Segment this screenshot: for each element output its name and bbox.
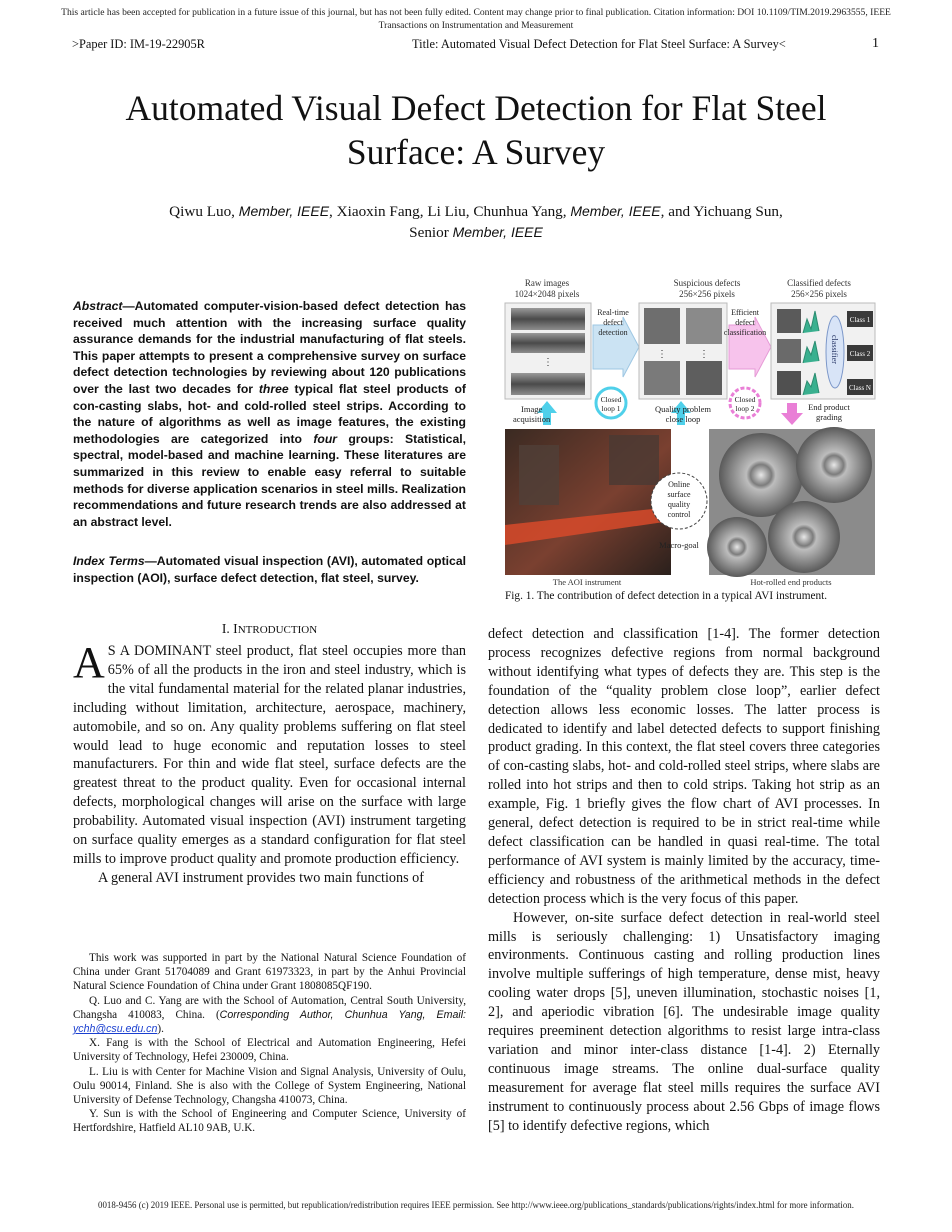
realtime-label-2: defect (603, 318, 623, 327)
steel-coil-shape (796, 427, 872, 503)
abstract (73, 298, 466, 530)
section-number: I. (221, 621, 234, 636)
raw-image-n (511, 373, 585, 395)
author-list (60, 201, 892, 243)
steel-coil-shape (768, 501, 840, 573)
image-acquisition-label-2: acquisition (513, 414, 551, 424)
image-acquisition-label-1: Image (521, 404, 543, 414)
footnote-text: ). (157, 1023, 164, 1036)
classifier-label: classifier (830, 335, 839, 364)
end-product-label-2: grading (816, 412, 842, 422)
raw-image-2 (511, 333, 585, 353)
abstract-emphasis: four (313, 431, 338, 446)
page-number: 1 (872, 36, 879, 51)
footnote-funding: This work was supported in part by the National Natural Science Foundation of China under Grant 51704089 and Grant 61973323, in part by the Anhui Provincial Natural Science Foundation of China under Grant 1808085QF190. (73, 952, 466, 993)
drop-cap: A (73, 638, 105, 687)
efficient-label-2: defect (735, 318, 755, 327)
machine-shape (609, 435, 659, 485)
hot-rolled-products-label: Hot-rolled end products (750, 577, 832, 587)
notice-line-2: Transactions on Instrumentation and Measurement (378, 20, 574, 31)
ellipsis-icon: ⋮ (699, 349, 709, 360)
running-title: Title: Automated Visual Defect Detection for Flat Steel Surface: A Survey< (412, 37, 786, 51)
raw-images-label: Raw images (524, 278, 570, 288)
membership: Member, IEEE (452, 224, 543, 240)
class-patch (777, 371, 801, 395)
author-text: , and Yichuang Sun, (660, 203, 783, 220)
class-2-label: Class 2 (849, 350, 871, 358)
index-terms-label: Index Terms (73, 554, 145, 568)
figure-1-graphic (499, 275, 879, 587)
index-terms (73, 553, 466, 586)
intro-column-2 (488, 625, 880, 1135)
footnote-affiliation: Y. Sun is with the School of Engineering and Computer Science, University of Hertfordshire, Hatfield AL10 9AB, U.K. (73, 1108, 466, 1135)
membership: Member, IEEE (570, 203, 661, 219)
footnotes (73, 951, 466, 1136)
defect-patch (644, 361, 680, 395)
defect-patch (644, 308, 680, 344)
paper-id: >Paper ID: IM-19-22905R (72, 37, 205, 51)
col2-paragraph-1: defect detection and classification [1-4]. The former detection process recognizes defective regions from normal background without identifying what types of defects they are. This step is the foundation of the “quality problem close loop”, earlier defect detection allows less economic losses. The latter process is dedicated to identify and label detected defects to support finishing product grading. In this context, the flat steel covers three categories of con-casting slabs, hot- and cold-rolled steel strips, where slabs are rolled into hot strips and then to cold strips. Taking hot strip as an example, Fig. 1 briefly gives the flow chart of AVI processes. In general, defect detection is required to be in strict real-time while defect classification can be handled in quasi real-time. The total performance of AVI system is mainly limited by the accuracy, time-efficiency and robustness of the arithmetical methods in the defect detection process which is the very focus of this paper. (488, 626, 880, 907)
suspicious-defects-size: 256×256 pixels (679, 289, 735, 299)
figure-caption: Fig. 1. The contribution of defect detection in a typical AVI instrument. (505, 590, 828, 602)
class-n-label: Class N (849, 384, 871, 392)
quality-problem-label-1: Quality problem (655, 404, 711, 414)
realtime-label-3: detection (598, 328, 628, 337)
publication-notice (0, 6, 952, 32)
osqc-label-4: control (667, 510, 691, 519)
closed-loop-1-label-1: Closed (600, 395, 622, 404)
paper-title (60, 86, 892, 174)
title-line-1: Automated Visual Defect Detection for Flat Steel (125, 88, 827, 128)
figure-1 (499, 275, 879, 587)
closed-loop-2-label-2: loop 2 (735, 404, 755, 413)
class-patch (777, 339, 801, 363)
footnote-affiliation: X. Fang is with the School of Electrical and Automation Engineering, Hefei University of Technology, Hefei 230009, China. (73, 1037, 466, 1064)
defect-patch (686, 308, 722, 344)
class-patch (777, 309, 801, 333)
copyright-footer: 0018-9456 (c) 2019 IEEE. Personal use is permitted, but republication/redistribution requires IEEE permission. See http://www.ieee.org/publications_standards/publications/rights/index.html for more information. (98, 1200, 854, 1210)
col2-paragraph-2: However, on-site surface defect detection in real-world steel mills is seriously challenging: 1) Unsatisfactory imaging environments. Continuous casting and rolling production lines involve multiple sufferings of high temperature, dense mist, heavy cooling water drops [5], uneven illumination, stochastic noises [1, 2], and aperiodic vibration [6]. The undesirable image quality requires preeminent detection algorithms to resist large intra-class variation and minor inter-class distance [1-4]. 2) Eternally continuous image streams. The online dual-surface quality measurement for average flat steel mills requires the surface AVI instrument to continuously process about 2.56 Gbps of image flows [5] to identify defective regions, which (488, 909, 880, 1134)
machine-shape (519, 445, 559, 505)
ellipsis-icon: ⋮ (657, 349, 667, 360)
abstract-emphasis: three (258, 381, 289, 396)
class-1-label: Class 1 (849, 316, 871, 324)
membership: Member, IEEE (238, 203, 330, 219)
section-title-first: I (233, 621, 238, 636)
end-product-arrow-icon (781, 403, 803, 425)
abstract-text: typical flat steel products of con-casting slabs, hot- and cold-rolled steel strips. According to the nature of algorithms as well as image features, the existing methodologies are categorized into (73, 381, 466, 446)
footnote-corresponding: Corresponding Author, Chunhua Yang, Email: (219, 1008, 466, 1021)
ellipsis-icon: ⋮ (543, 357, 553, 368)
intro-paragraph-1 (73, 638, 466, 869)
aoi-instrument-label: The AOI instrument (552, 577, 622, 587)
efficient-label-1: Efficient (731, 308, 759, 317)
raw-images-size: 1024×2048 pixels (514, 289, 580, 299)
intro-column-1 (73, 638, 466, 888)
osqc-label-2: surface (667, 490, 691, 499)
macro-goal-label: Macro-goal (659, 540, 699, 550)
end-product-label-1: End product (808, 402, 850, 412)
footnote-text: Q. Luo and C. Yang are with the School of Automation, Central South University, Changsha 410083, China. ( (73, 994, 466, 1021)
osqc-label-1: Online (668, 480, 690, 489)
osqc-label-3: quality (667, 500, 691, 509)
section-heading (73, 621, 466, 637)
section-title-rest: NTRODUCTION (237, 624, 318, 636)
suspicious-defects-label: Suspicious defects (673, 278, 741, 288)
index-terms-text: Automated visual inspection (AVI), automated optical inspection (AOI), surface defect detection, flat steel, survey. (73, 554, 466, 585)
steel-coil-shape (707, 517, 767, 577)
realtime-label-1: Real-time (597, 308, 629, 317)
intro-paragraph-2: A general AVI instrument provides two main functions of (98, 869, 424, 886)
abstract-label: Abstract (73, 299, 123, 313)
notice-line-1: This article has been accepted for publication in a future issue of this journal, but has not been fully edited. Content may change prior to final publication. Citation information: DOI 10.1109/TIM.2019.2963555, IEEE (61, 7, 891, 18)
abstract-text: groups: Statistical, spectral, model-based and machine learning. These literatures are summarized in this review to enable easy referral to suitable methods for diverse application scenarios in steel mills. Realization recommendations and future research trends are also addressed at an abstract level. (73, 431, 466, 529)
intro-text: S A DOMINANT steel product, flat steel occupies more than 65% of all the products in the iron and steel industry, which is the vital fundamental material for the related planar industries, including without limitation, architecture, aerospace, machinery, automobile, and so on. Any quality problems suffering on flat steel would lead to huge economic and reputation losses to steel manufacturers. For thin and wide flat steel, surface defects are the greatest threat to the product quality. Even for occasional internal defects, morphological changes will arise on the surface with large probability. Automated visual inspection (AVI) instrument targeting on surface quality emerges as a standard configuration for flat steel mills to improve product quality and promote production efficiency. (73, 643, 466, 867)
email-link[interactable]: ychh@csu.edu.cn (73, 1023, 158, 1036)
author-text: , Xiaoxin Fang, Li Liu, Chunhua Yang, (329, 203, 571, 220)
author-text: Qiwu Luo, (169, 203, 239, 220)
author-text: Senior (409, 224, 453, 241)
footnote-affiliation (73, 994, 466, 1037)
index-terms-dash: — (144, 554, 157, 568)
abstract-text: Automated computer-vision-based defect detection has received much attention with the increasing surface quality assurance demands for the industrial manufacturing of flat steels. This paper attempts to present a comprehensive survey on surface defect detection technologies by reviewing about 120 publications over the last two decades for (73, 299, 466, 396)
raw-image-1 (511, 308, 585, 330)
classified-defects-size: 256×256 pixels (791, 289, 847, 299)
quality-problem-label-2: close loop (665, 414, 701, 424)
closed-loop-1-label-2: loop 1 (601, 404, 621, 413)
defect-patch (686, 361, 722, 395)
abstract-dash: — (122, 299, 135, 313)
classified-defects-label: Classified defects (787, 278, 851, 288)
efficient-label-3: classification (723, 328, 767, 337)
footnote-affiliation: L. Liu is with Center for Machine Vision and Signal Analysis, University of Oulu, Oulu 90014, Finland. She is also with the College of System Engineering, National University of Defense Technology, Changsha 410073, China. (73, 1065, 466, 1107)
closed-loop-2-label-1: Closed (734, 395, 756, 404)
title-line-2: Surface: A Survey (346, 132, 606, 172)
